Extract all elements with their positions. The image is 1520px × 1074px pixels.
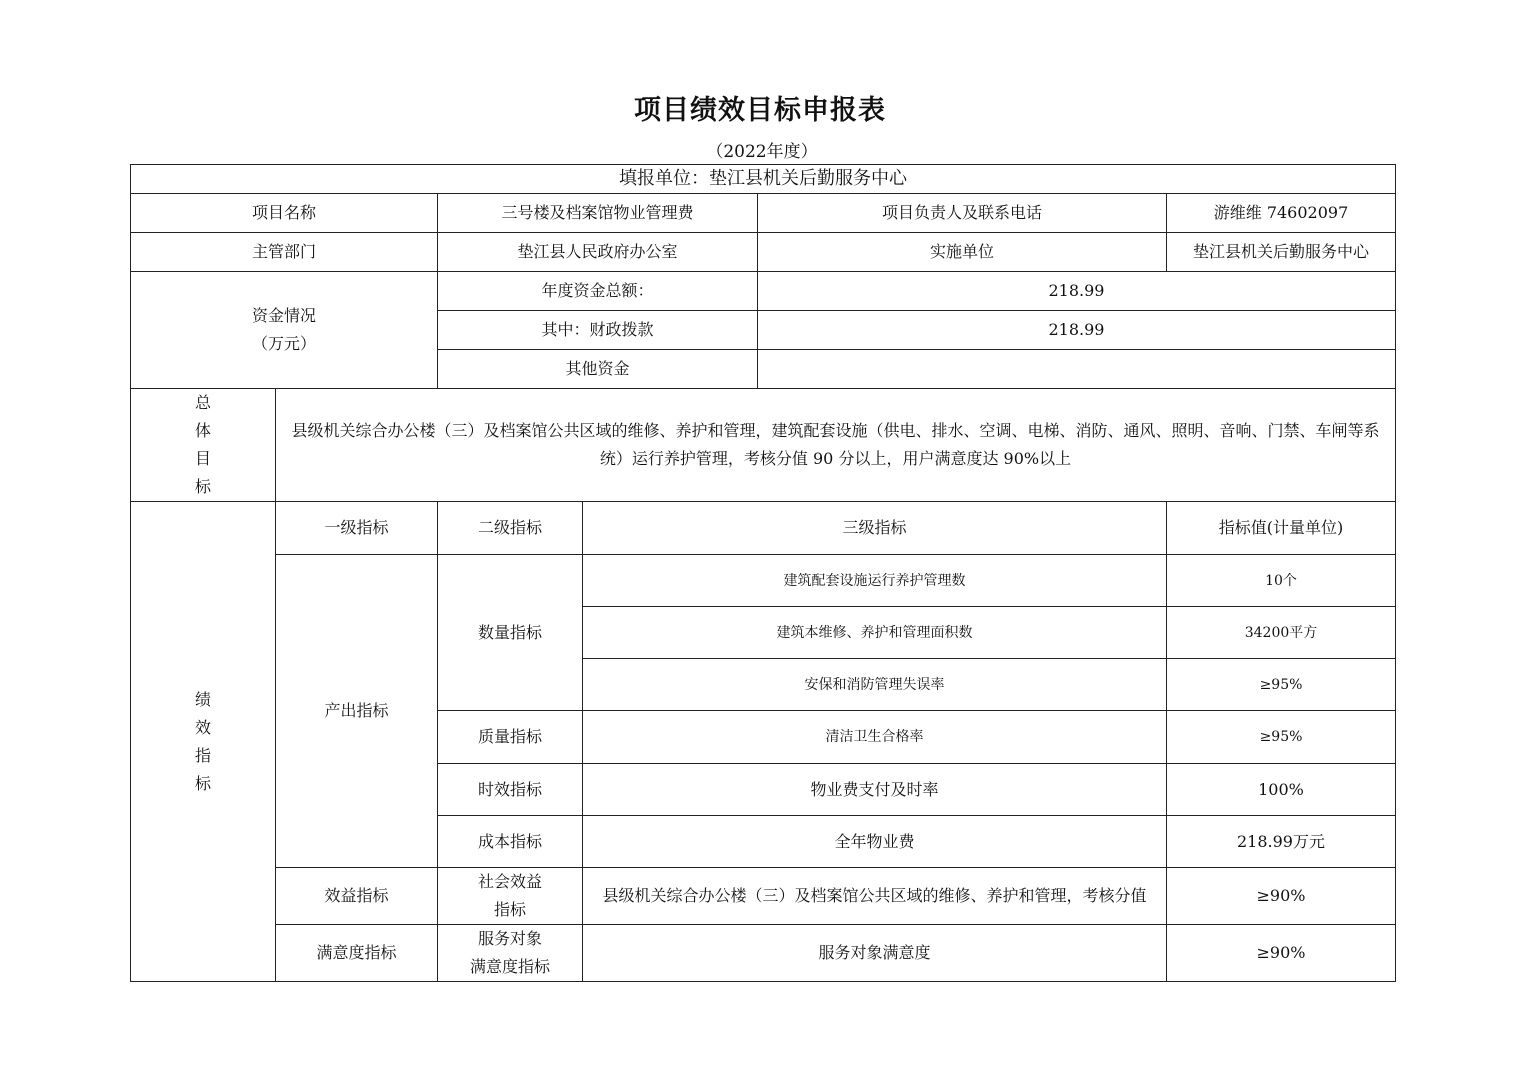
implementing-unit-label: 实施单位 (758, 233, 1167, 272)
indicator-value: 218.99万元 (1167, 816, 1396, 868)
indicator-value: ≥95% (1167, 659, 1396, 711)
indicator-value: ≥95% (1167, 711, 1396, 764)
indicator-name: 物业费支付及时率 (583, 764, 1167, 816)
other-funds (758, 350, 1396, 389)
indicator-value: 10个 (1167, 555, 1396, 607)
performance-target-form (130, 164, 1396, 982)
performance-indicators-label: 绩 效 指 标 (131, 502, 276, 982)
contact: 游维维 74602097 (1167, 194, 1396, 233)
contact-label: 项目负责人及联系电话 (758, 194, 1167, 233)
indicator-value: 34200平方 (1167, 607, 1396, 659)
fiscal-funds-label: 其中：财政拨款 (438, 311, 758, 350)
indicator-name: 服务对象满意度 (583, 925, 1167, 982)
indicator-name: 全年物业费 (583, 816, 1167, 868)
timeliness-indicator-label: 时效指标 (438, 764, 583, 816)
cost-indicator-label: 成本指标 (438, 816, 583, 868)
department: 垫江县人民政府办公室 (438, 233, 758, 272)
department-label: 主管部门 (131, 233, 438, 272)
quality-indicator-label: 质量指标 (438, 711, 583, 764)
fiscal-funds: 218.99 (758, 311, 1396, 350)
total-funds: 218.99 (758, 272, 1396, 311)
indicator-value: ≥90% (1167, 868, 1396, 925)
social-benefit-label: 社会效益 指标 (438, 868, 583, 925)
total-funds-label: 年度资金总额： (438, 272, 758, 311)
other-funds-label: 其他资金 (438, 350, 758, 389)
report-year: （2022年度） (706, 142, 818, 162)
service-satisfaction-label: 服务对象 满意度指标 (438, 925, 583, 982)
satisfaction-indicator-label: 满意度指标 (276, 925, 438, 982)
header-level-3: 三级指标 (583, 502, 1167, 555)
header-level-1: 一级指标 (276, 502, 438, 555)
funds-label-line-2: （万元） (251, 334, 316, 353)
indicator-name: 建筑配套设施运行养护管理数 (583, 555, 1167, 607)
indicator-name: 县级机关综合办公楼（三）及档案馆公共区域的维修、养护和管理，考核分值 (583, 868, 1167, 925)
indicator-name: 建筑本维修、养护和管理面积数 (583, 607, 1167, 659)
project-name: 三号楼及档案馆物业管理费 (438, 194, 758, 233)
header-level-2: 二级指标 (438, 502, 583, 555)
indicator-value: ≥90% (1167, 925, 1396, 982)
project-name-label: 项目名称 (131, 194, 438, 233)
implementing-unit: 垫江县机关后勤服务中心 (1167, 233, 1396, 272)
output-indicator-label: 产出指标 (276, 555, 438, 868)
overall-goal-text: 县级机关综合办公楼（三）及档案馆公共区域的维修、养护和管理，建筑配套设施（供电、排水、空调、电梯、消防、通风、照明、音响、门禁、车闸等系统）运行养护管理，考核分值 90 分以上，用户满意度达 90%以上 (276, 389, 1396, 502)
indicator-name: 清洁卫生合格率 (583, 711, 1167, 764)
reporting-unit: 填报单位：垫江县机关后勤服务中心 (131, 165, 1396, 194)
benefit-indicator-label: 效益指标 (276, 868, 438, 925)
overall-goal-label: 总 体 目 标 (131, 389, 276, 502)
page-title: 项目绩效目标申报表 (634, 95, 886, 126)
indicator-value: 100% (1167, 764, 1396, 816)
quantity-indicator-label: 数量指标 (438, 555, 583, 711)
funds-label (131, 272, 438, 389)
header-value: 指标值(计量单位) (1167, 502, 1396, 555)
indicator-name: 安保和消防管理失误率 (583, 659, 1167, 711)
funds-label-line-1: 资金情况 (251, 306, 316, 325)
